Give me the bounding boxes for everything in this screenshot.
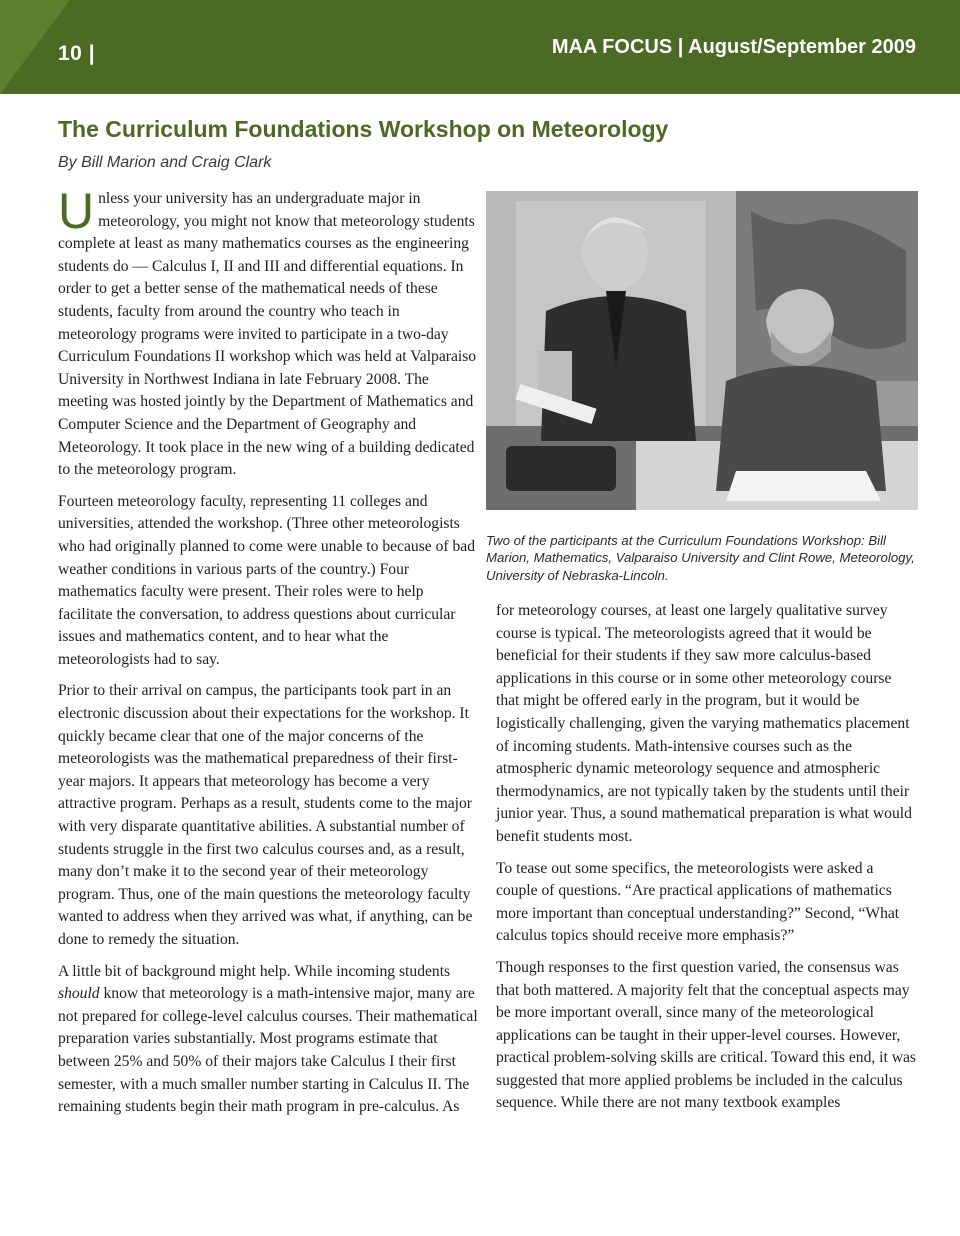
paragraph-2: Fourteen meteorology faculty, representing 11 colleges and universities, attended the workshop. (Three other meteorologists who had originally planned to come were unable to because of bad weather conditions in various parts of the country.) Four mathematics faculty were present. Their roles were to help facilitate the conversation, to address questions about curricular issues and mathematics content, and to hear what the meteorologists had to say. <box>58 492 475 668</box>
workshop-photo <box>486 191 918 510</box>
paragraph-1-text: nless your university has an undergraduate major in meteorology, you might not know that meteorology students complete at least as many mathematics courses as the engineering students do — Calculus I, II and III and differential equations. In order to get a better sense of the mathematical needs of these students, faculty from around the country who teach in meteorology programs were invited to participate in a two-day Curriculum Foundations II workshop which was held at Valparaiso University in Northwest Indiana in late February 2008. The meeting was hosted jointly by the Department of Mathematics and Computer Science and the Department of Geography and Meteorology. It took place in the new wing of a building dedicated to the meteorology program. <box>58 190 477 479</box>
paragraph-4-text-b: know that meteorology is a math-intensive major, many are not prepared for college-level calculus courses. Their mathematical preparation varies substantially. Most programs estimate that between 25% and 50% of their majors take Calculus I their first semester, with a much smaller number starting in Calculus II. The remaining students begin their math program in pre-calculus. As <box>58 985 478 1116</box>
right-column <box>496 600 916 1124</box>
photo-caption: Two of the participants at the Curriculum Foundations Workshop: Bill Marion, Mathematics, Valparaiso University and Clint Rowe, Meteorology, University of Nebraska-Lincoln. <box>486 533 915 583</box>
paragraph-4 <box>58 961 478 1119</box>
page-number: 10 | <box>58 42 96 65</box>
paragraph-5: for meteorology courses, at least one largely qualitative survey course is typical. The meteorologists agreed that it would be beneficial for their students if they saw more calculus-based applications in this course or in some other meteorology course that might be offered early in the program, but it would be logistically challenging, given the varying mathematics placement of incoming students. Math-intensive courses such as the atmospheric dynamic meteorology sequence and atmospheric thermodynamics, are not typically taken by the students until their junior year. Thus, a sound mathematical preparation is what would benefit students most. <box>496 602 912 845</box>
paragraph-4-emphasis: should <box>58 985 100 1003</box>
drop-cap: U <box>58 183 95 239</box>
masthead: MAA FOCUS | August/September 2009 <box>551 36 916 58</box>
paragraph-6: To tease out some specifics, the meteorologists were asked a couple of questions. “Are practical applications of mathematics more important than conceptual understanding?” Second, “What calculus topics should receive more emphasis?” <box>496 859 900 945</box>
article-title: The Curriculum Foundations Workshop on Meteorology <box>58 116 669 142</box>
paragraph-4-text-a: A little bit of background might help. While incoming students <box>58 962 451 980</box>
workshop-photo-illustration <box>486 191 918 510</box>
paragraph-7: Though responses to the first question varied, the consensus was that both mattered. A majority felt that the conceptual aspects may be more important overall, since many of the meteorological applications can be taught in their upper-level courses. However, practical problem-solving skills are critical. Toward this end, it was suggested that more applied problems be included in the calculus sequence. While there are not many textbook examples <box>496 958 916 1112</box>
page-header <box>0 0 960 94</box>
paragraph-1 <box>58 183 478 482</box>
article-byline: By Bill Marion and Craig Clark <box>58 154 272 171</box>
left-column <box>58 183 478 1128</box>
paragraph-3: Prior to their arrival on campus, the participants took part in an electronic discussion about their expectations for the workshop. It quickly became clear that one of the major concerns of the meteorologists was the mathematical preparedness of their first-year majors. It appears that meteorology has become a very attractive program. Perhaps as a result, students come to the major with very disparate quantitative abilities. A substantial number of students struggle in the first two calculus courses and, as a result, many don’t make it to the second year of their meteorology program. Thus, one of the main questions the meteorology faculty wanted to address when they arrived was what, if anything, can be done to remedy the situation. <box>58 682 473 948</box>
